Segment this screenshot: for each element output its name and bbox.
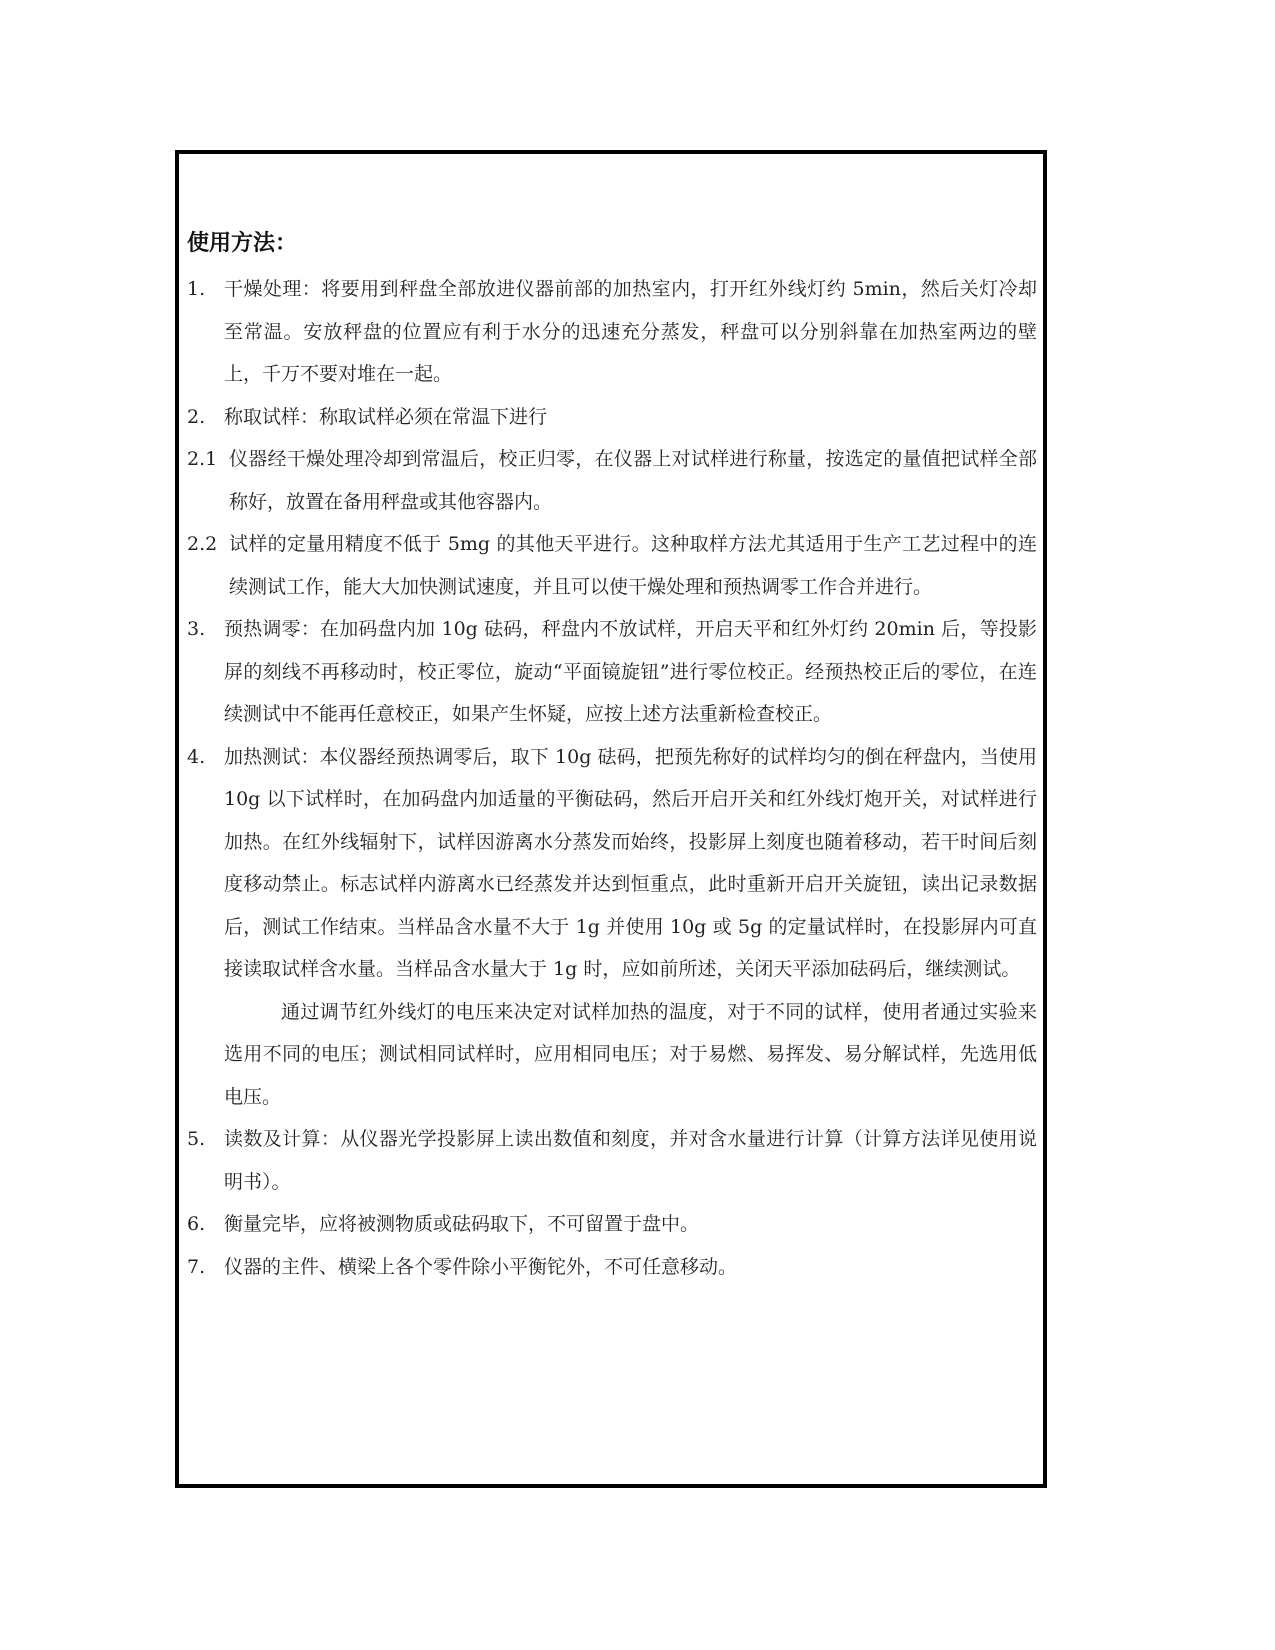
item-number: 2.1	[187, 448, 218, 470]
item-number: 2.	[187, 405, 206, 428]
item-number: 2.2	[187, 533, 218, 555]
item-text: 衡量完毕，应将被测物质或砝码取下，不可留置于盘中。	[224, 1213, 700, 1235]
list-item-2-2	[187, 523, 1037, 608]
item-number: 3.	[187, 618, 206, 640]
list-item-4	[187, 736, 1037, 991]
section-heading: 使用方法：	[187, 231, 298, 256]
voltage-paragraph: 通过调节红外线灯的电压来决定对试样加热的温度，对于不同的试样，使用者通过实验来选用不同的电压；测试相同试样时，应用相同电压；对于易燃、易挥发、易分解试样，先选用低电压。	[224, 1000, 1037, 1108]
item-number: 1.	[187, 278, 206, 300]
item-text: 试样的定量用精度不低于 5mg 的其他天平进行。这种取样方法尤其适用于生产工艺过程中的连续测试工作，能大大加快测试速度，并且可以使干燥处理和预热调零工作合并进行。	[229, 533, 1037, 598]
item-text: 仪器经干燥处理冷却到常温后，校正归零，在仪器上对试样进行称量，按选定的量值把试样全部称好，放置在备用秤盘或其他容器内。	[229, 448, 1037, 513]
item-number: 5.	[187, 1128, 206, 1150]
list-item-7	[187, 1246, 1037, 1289]
list-item-5	[187, 1118, 1037, 1203]
list-item-2	[187, 396, 1037, 439]
item-number: 6.	[187, 1213, 206, 1235]
item-text: 干燥处理：将要用到秤盘全部放进仪器前部的加热室内，打开红外线灯约 5min，然后关灯冷却至常温。安放秤盘的位置应有利于水分的迅速充分蒸发，秤盘可以分别斜靠在加热室两边的壁上，千万不要对堆在一起。	[224, 278, 1037, 385]
item-text: 称取试样：称取试样必须在常温下进行	[224, 405, 548, 428]
list-item-6	[187, 1203, 1037, 1246]
item-number: 4.	[187, 745, 206, 768]
list-item-2-1	[187, 438, 1037, 523]
item-text: 加热测试：本仪器经预热调零后，取下 10g 砝码，把预先称好的试样均匀的倒在秤盘内，当使用 10g 以下试样时，在加码盘内加适量的平衡砝码，然后开启开关和红外线灯炮开关，对试样进行加热。在红外线辐射下，试样因游离水分蒸发而始终，投影屏上刻度也随着移动，若干时间后刻度移动禁止。标志试样内游离水已经蒸发并达到恒重点，此时重新开启开关旋钮，读出记录数据后，测试工作结束。当样品含水量不大于 1g 并使用 10g 或 5g 的定量试样时，在投影屏内可直接读取试样含水量。当样品含水量大于 1g 时，应如前所述，关闭天平添加砝码后，继续测试。	[224, 745, 1037, 980]
item-text: 预热调零：在加码盘内加 10g 砝码，秤盘内不放试样，开启天平和红外灯约 20min 后，等投影屏的刻线不再移动时，校正零位，旋动“平面镜旋钮”进行零位校正。经预热校正后的零位，在连续测试中不能再任意校正，如果产生怀疑，应按上述方法重新检查校正。	[224, 618, 1037, 725]
item-text: 仪器的主件、横梁上各个零件除小平衡铊外，不可任意移动。	[224, 1255, 738, 1278]
list-item-1	[187, 268, 1037, 396]
list-item-3	[187, 608, 1037, 736]
item-number: 7.	[187, 1255, 206, 1278]
item-text: 读数及计算：从仪器光学投影屏上读出数值和刻度，并对含水量进行计算（计算方法详见使用说明书）。	[224, 1128, 1037, 1193]
document-body	[187, 222, 1037, 1288]
